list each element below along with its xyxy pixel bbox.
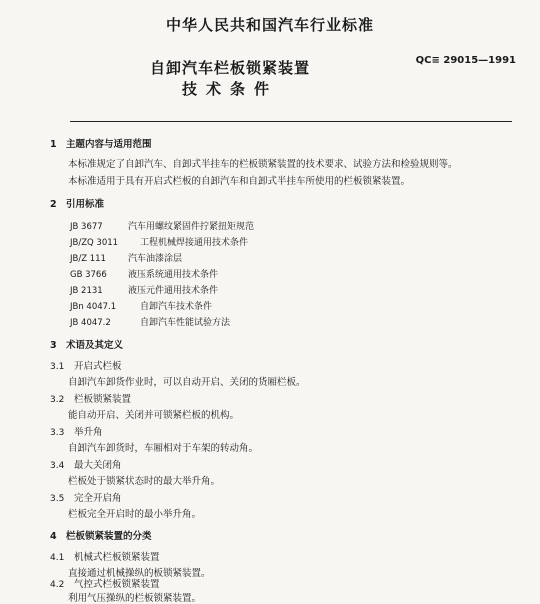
definition-term [50,358,122,372]
item-number: 4.1 [50,553,65,563]
section-number: 1 [50,139,57,150]
section-title: 主题内容与适用范围 [66,139,152,150]
classification-term [50,549,160,563]
document-subtitle: 技术条件 [181,80,278,98]
section-1-heading [50,136,152,150]
term-name: 机械式栏板锁紧装置 [74,552,160,563]
definition-text: 栏板完全开启时的最小举升角。 [68,509,202,520]
standard-category-header: 中华人民共和国汽车行业标准 [165,16,374,34]
section-number: 2 [50,199,57,210]
reference-code: JB/ZQ 3011 [70,238,119,248]
reference-code: JB 4047.2 [70,318,111,328]
section-1-paragraph-1: 本标准规定了自卸汽车、自卸式半挂车的栏板锁紧装置的技术要求、试验方法和检验规则等。 [68,159,458,170]
standard-code: QC≡ 29015—1991 [415,55,516,66]
section-4-heading [50,528,152,542]
reference-item [70,283,218,296]
reference-item [70,299,212,312]
item-number: 3.5 [50,494,65,504]
reference-item [70,267,218,280]
reference-code: JB 2131 [70,286,103,296]
item-number: 3.4 [50,461,65,471]
item-number: 4.2 [50,580,65,590]
item-number: 3.2 [50,395,65,405]
reference-item [70,219,254,232]
header-divider [70,121,512,122]
reference-name: 汽车油漆涂层 [128,254,183,264]
section-number: 4 [50,531,57,542]
item-number: 3.3 [50,428,65,438]
section-number: 3 [50,340,57,351]
reference-name: 工程机械焊接通用技术条件 [140,238,249,248]
section-3-heading [50,337,123,351]
definition-term [50,424,103,438]
definition-text: 能自动开启、关闭并可锁紧栏板的机构。 [68,410,240,421]
reference-item [70,251,182,264]
section-1-paragraph-2: 本标准适用于具有开启式栏板的自卸汽车和自卸式半挂车所使用的栏板锁紧装置。 [68,176,411,187]
reference-name: 汽车用螺纹紧固件拧紧扭矩规范 [128,222,255,232]
item-number: 3.1 [50,362,65,372]
classification-text: 直接通过机械操纵的板锁紧装置。 [68,568,211,579]
term-name: 开启式栏板 [74,361,122,372]
definition-term [50,457,122,471]
definition-term [50,490,122,504]
classification-text: 利用气压操纵的栏板锁紧装置。 [68,593,202,604]
document-title: 自卸汽车栏板锁紧装置 [149,59,310,77]
definition-text: 栏板处于锁紧状态时的最大举升角。 [68,476,221,487]
term-name: 举升角 [74,427,103,438]
reference-code: JB 3677 [70,222,103,232]
reference-name: 自卸汽车技术条件 [140,302,213,312]
definition-text: 自卸汽车卸货作业时，可以自动开启、关闭的货厢栏板。 [68,377,306,388]
term-name: 气控式栏板锁紧装置 [74,579,160,590]
reference-name: 自卸汽车性能试验方法 [140,318,231,328]
reference-item [70,235,248,248]
reference-code: GB 3766 [70,270,107,280]
term-name: 最大关闭角 [74,460,122,471]
classification-term [50,576,160,590]
reference-code: JBn 4047.1 [70,302,117,312]
reference-name: 液压系统通用技术条件 [128,270,219,280]
definition-text: 自卸汽车卸货时，车厢相对于车架的转动角。 [68,443,259,454]
reference-name: 液压元件通用技术条件 [128,286,219,296]
definition-term [50,391,131,405]
reference-item [70,315,230,328]
section-2-heading [50,196,104,210]
reference-code: JB/Z 111 [70,254,106,264]
term-name: 栏板锁紧装置 [74,394,132,405]
term-name: 完全开启角 [74,493,122,504]
section-title: 术语及其定义 [66,340,124,351]
section-title: 引用标准 [66,199,105,210]
section-title: 栏板锁紧装置的分类 [66,531,152,542]
